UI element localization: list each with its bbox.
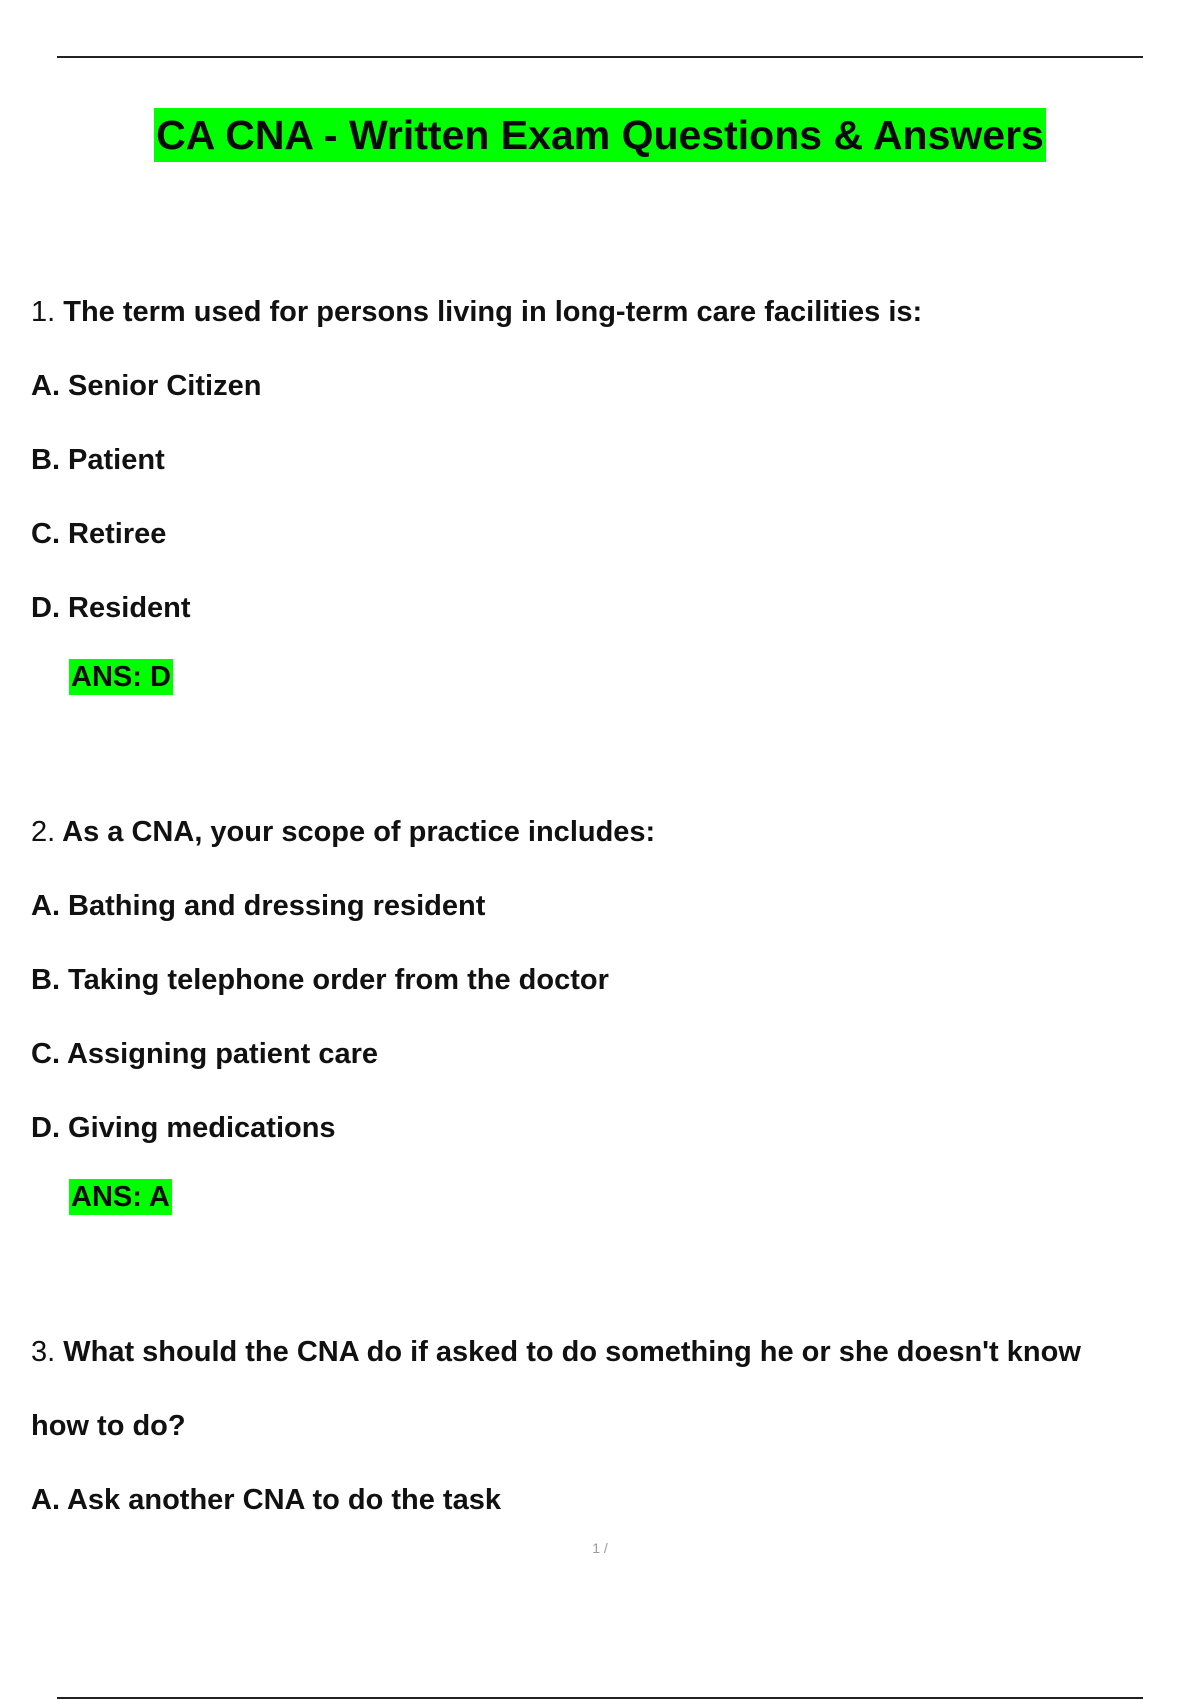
question-number: 1. bbox=[31, 296, 56, 328]
question-1 bbox=[31, 275, 1191, 719]
option-d: D. Resident bbox=[31, 592, 191, 624]
answer-label: ANS: D bbox=[71, 661, 171, 693]
top-rule bbox=[57, 56, 1143, 58]
question-stem bbox=[31, 795, 1191, 869]
title-container bbox=[0, 108, 1200, 162]
question-stem bbox=[31, 1315, 1191, 1389]
question-2 bbox=[31, 795, 1191, 1239]
option-b: B. Patient bbox=[31, 444, 165, 476]
answer-row bbox=[31, 645, 1191, 719]
option-a: A. Bathing and dressing resident bbox=[31, 890, 486, 922]
question-stem bbox=[31, 275, 1191, 349]
answer-row bbox=[31, 1165, 1191, 1239]
question-3 bbox=[31, 1315, 1191, 1537]
option-a: A. Senior Citizen bbox=[31, 370, 262, 402]
question-number: 3. bbox=[31, 1336, 56, 1368]
option-a: A. Ask another CNA to do the task bbox=[31, 1484, 501, 1516]
question-text-continued: how to do? bbox=[31, 1410, 186, 1442]
option-c: C. Assigning patient care bbox=[31, 1038, 378, 1070]
option-b: B. Taking telephone order from the doctor bbox=[31, 964, 609, 996]
bottom-rule bbox=[57, 1697, 1143, 1699]
question-text: The term used for persons living in long-term care facilities is: bbox=[63, 296, 923, 328]
question-text: What should the CNA do if asked to do something he or she doesn't know bbox=[63, 1336, 1081, 1368]
answer-label: ANS: A bbox=[71, 1181, 170, 1213]
option-c: C. Retiree bbox=[31, 518, 167, 550]
page-number: 1 / bbox=[592, 1540, 608, 1556]
question-text: As a CNA, your scope of practice includes: bbox=[62, 816, 656, 848]
question-number: 2. bbox=[31, 816, 56, 848]
option-d: D. Giving medications bbox=[31, 1112, 336, 1144]
document-title: CA CNA - Written Exam Questions & Answers bbox=[154, 108, 1046, 162]
